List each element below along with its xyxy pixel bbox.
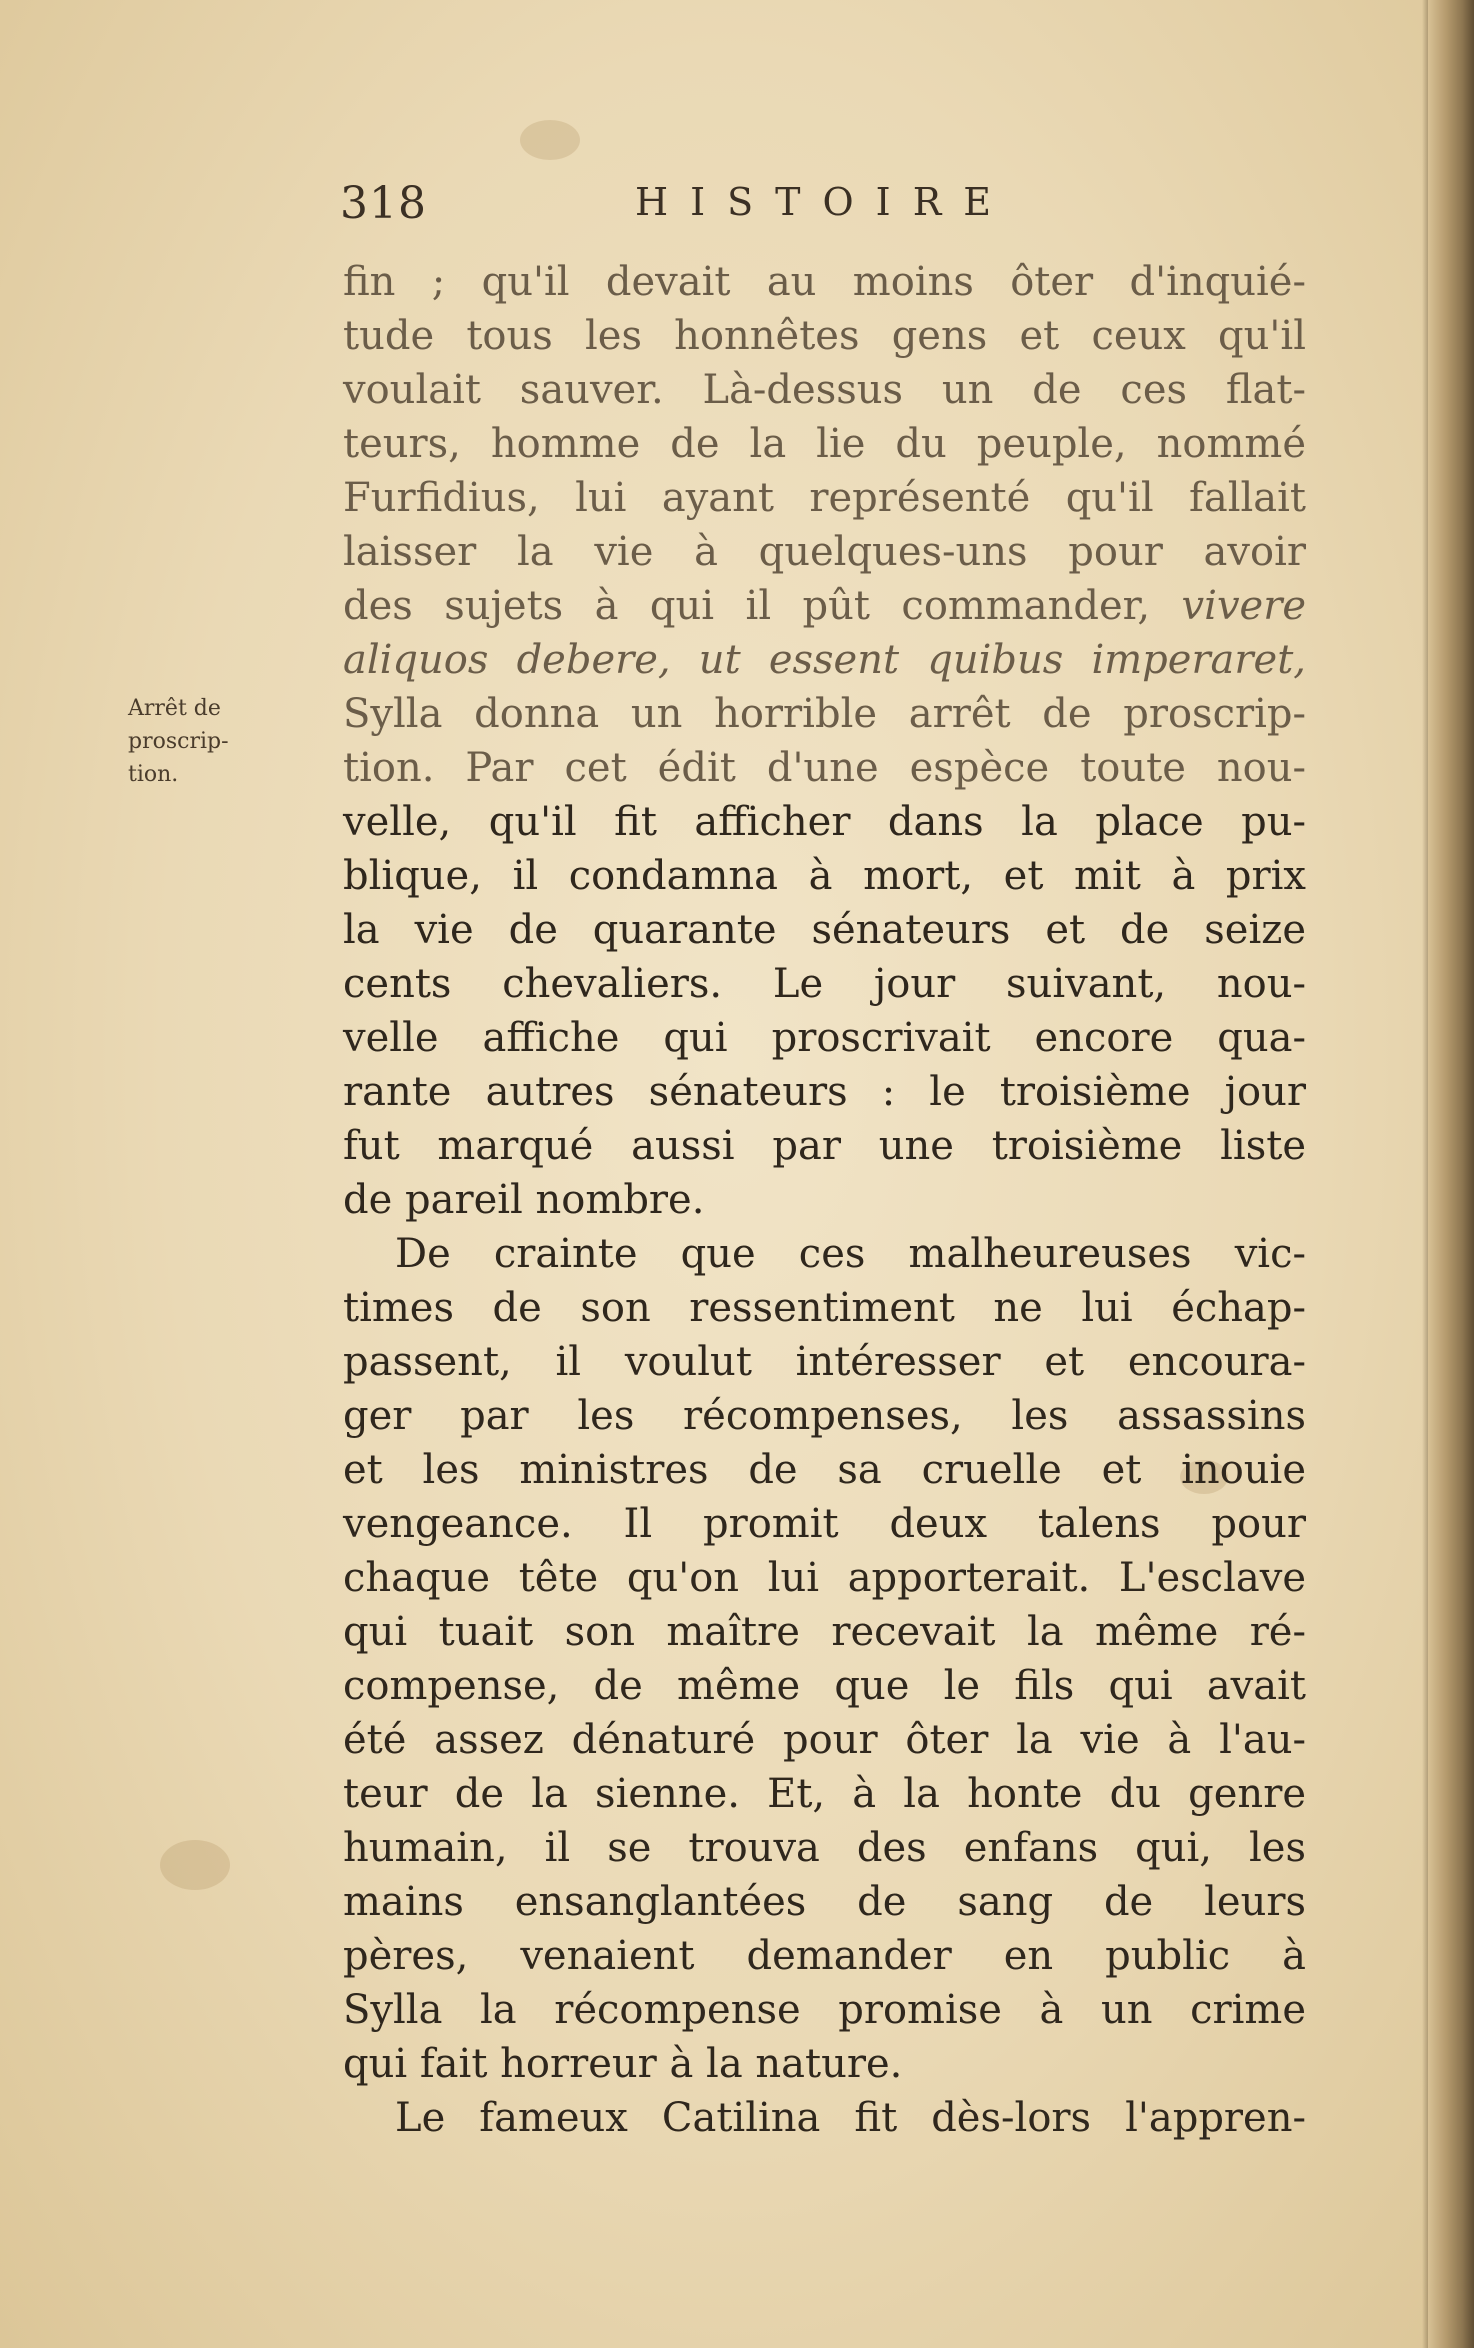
text-line: Sylla donna un horrible arrêt de proscrip- bbox=[343, 691, 1306, 737]
text-line: blique, il condamna à mort, et mit à prix bbox=[343, 853, 1306, 899]
text-line: mains ensanglantées de sang de leurs bbox=[343, 1879, 1306, 1925]
text-line: qui fait horreur à la nature. bbox=[343, 2041, 903, 2087]
text-line: voulait sauver. Là-dessus un de ces flat- bbox=[343, 367, 1306, 413]
text-line: chaque tête qu'on lui apporterait. L'esclave bbox=[343, 1555, 1306, 1601]
text-line: des sujets à qui il pût commander, vivere bbox=[343, 583, 1306, 629]
text-line: qui tuait son maître recevait la même ré- bbox=[343, 1609, 1306, 1655]
text-line: Furfidius, lui ayant représenté qu'il fallait bbox=[343, 475, 1306, 521]
running-title: HISTOIRE bbox=[635, 180, 1014, 224]
foxing-stain bbox=[520, 120, 580, 160]
text-line: vengeance. Il promit deux talens pour bbox=[343, 1501, 1306, 1547]
margin-note bbox=[128, 692, 338, 791]
text-line: times de son ressentiment ne lui échap- bbox=[343, 1285, 1306, 1331]
text-line: été assez dénaturé pour ôter la vie à l'au- bbox=[343, 1717, 1306, 1763]
text-line: fin ; qu'il devait au moins ôter d'inquié- bbox=[343, 259, 1306, 305]
text-line: velle, qu'il fit afficher dans la place pu- bbox=[343, 799, 1306, 845]
text-line: Sylla la récompense promise à un crime bbox=[343, 1987, 1306, 2033]
text-line: et les ministres de sa cruelle et inouie bbox=[343, 1447, 1306, 1493]
text-line: de pareil nombre. bbox=[343, 1177, 705, 1223]
body-text bbox=[343, 255, 1306, 2145]
text-line: ger par les récompenses, les assassins bbox=[343, 1393, 1306, 1439]
text-line: tion. Par cet édit d'une espèce toute nou- bbox=[343, 745, 1306, 791]
text-line: compense, de même que le fils qui avait bbox=[343, 1663, 1306, 1709]
book-spine bbox=[1428, 0, 1474, 2348]
text-line: cents chevaliers. Le jour suivant, nou- bbox=[343, 961, 1306, 1007]
text-line: tude tous les honnêtes gens et ceux qu'il bbox=[343, 313, 1306, 359]
text-line: Le fameux Catilina fit dès-lors l'appren- bbox=[395, 2095, 1306, 2141]
text-line: teur de la sienne. Et, à la honte du genre bbox=[343, 1771, 1306, 1817]
text-line: laisser la vie à quelques-uns pour avoir bbox=[343, 529, 1306, 575]
text-line: teurs, homme de la lie du peuple, nommé bbox=[343, 421, 1306, 467]
text-line: rante autres sénateurs : le troisième jour bbox=[343, 1069, 1306, 1115]
text-line: fut marqué aussi par une troisième liste bbox=[343, 1123, 1306, 1169]
text-line: De crainte que ces malheureuses vic- bbox=[395, 1231, 1306, 1277]
margin-note-line: proscrip- bbox=[128, 729, 229, 754]
page-number: 318 bbox=[340, 178, 427, 229]
margin-note-line: Arrêt de bbox=[128, 696, 221, 721]
text-line: velle affiche qui proscrivait encore qua- bbox=[343, 1015, 1306, 1061]
running-header bbox=[340, 178, 1320, 238]
text-line: pères, venaient demander en public à bbox=[343, 1933, 1306, 1979]
text-line: aliquos debere, ut essent quibus imperaret, bbox=[343, 637, 1306, 683]
foxing-stain bbox=[160, 1840, 230, 1890]
text-line: passent, il voulut intéresser et encoura- bbox=[343, 1339, 1306, 1385]
margin-note-line: tion. bbox=[128, 762, 179, 787]
text-line: humain, il se trouva des enfans qui, les bbox=[343, 1825, 1306, 1871]
text-line: la vie de quarante sénateurs et de seize bbox=[343, 907, 1306, 953]
